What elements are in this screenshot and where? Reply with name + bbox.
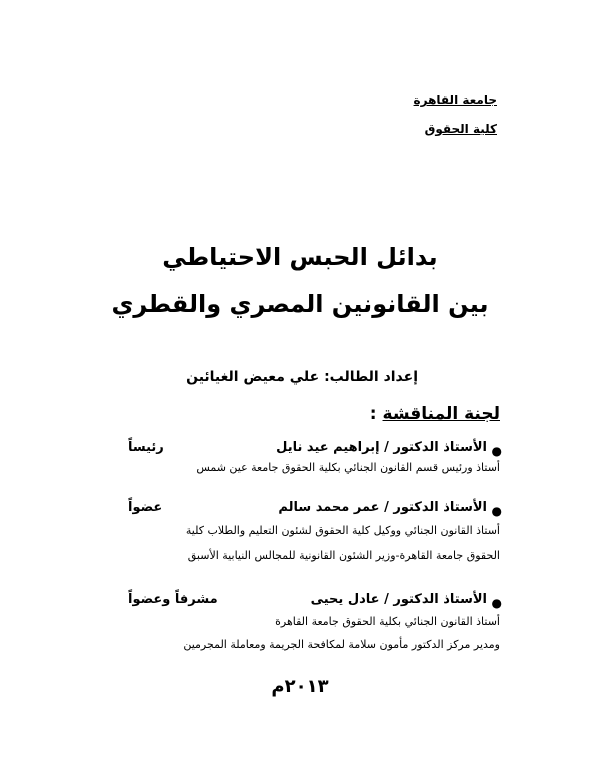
member-role: عضواً bbox=[128, 500, 163, 515]
member-name: الأستاذ الدكتور / عادل يحيى bbox=[310, 592, 487, 607]
bullet-icon: ● bbox=[491, 444, 502, 458]
member-description: أستاذ ورئيس قسم القانون الجنائي بكلية الحقوق جامعة عين شمس bbox=[196, 461, 500, 474]
member-description: أستاذ القانون الجنائي ووكيل كلية الحقوق لشئون التعليم والطلاب كلية bbox=[185, 524, 500, 537]
member-description: الحقوق جامعة القاهرة-وزير الشئون القانونية للمجالس النيابية الأسبق bbox=[187, 549, 500, 562]
bullet-icon: ● bbox=[491, 504, 502, 518]
thesis-title-line-1: بدائل الحبس الاحتياطي bbox=[162, 243, 438, 271]
member-name: الأستاذ الدكتور / عمر محمد سالم bbox=[278, 500, 487, 515]
committee-heading-colon: : bbox=[369, 404, 377, 424]
member-role: مشرفاً وعضواً bbox=[128, 592, 218, 607]
member-role: رئيساً bbox=[128, 440, 164, 455]
member-description: ومدير مركز الدكتور مأمون سلامة لمكافحة الجريمة ومعاملة المجرمين bbox=[183, 638, 500, 651]
thesis-title-line-2: بين القانونين المصري والقطري bbox=[111, 290, 489, 318]
committee-heading bbox=[370, 404, 500, 424]
thesis-year: ٢٠١٣م bbox=[271, 676, 329, 697]
student-name: علي معيض الغيائين bbox=[186, 369, 320, 385]
committee-heading-text: لجنة المناقشة bbox=[382, 404, 500, 424]
university-name: جامعة القاهرة bbox=[413, 93, 497, 107]
member-name: الأستاذ الدكتور / إبراهيم عيد نايل bbox=[276, 440, 487, 455]
bullet-icon: ● bbox=[491, 596, 502, 610]
prepared-by-label: إعداد الطالب: bbox=[324, 369, 418, 385]
prepared-by bbox=[186, 369, 418, 385]
faculty-name: كلية الحقوق bbox=[424, 122, 497, 136]
member-description: أستاذ القانون الجنائي بكلية الحقوق جامعة القاهرة bbox=[275, 615, 500, 628]
